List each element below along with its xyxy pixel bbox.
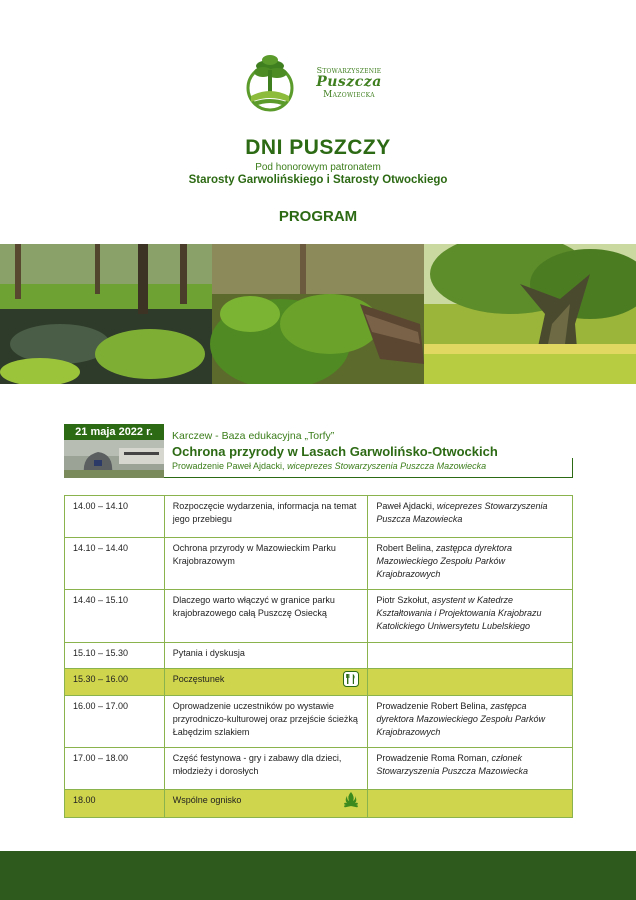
row-presenter: [368, 669, 573, 696]
logo-line-2: Puszcza: [316, 74, 382, 90]
row-time: 18.00: [65, 790, 165, 818]
table-row: [65, 538, 573, 590]
table-row: [65, 748, 573, 790]
presenter-role: członek Stowarzyszenia Puszcza Mazowiecka: [376, 753, 528, 776]
presenter-name: Piotr Szkołut,: [376, 595, 432, 605]
row-time: 14.00 – 14.10: [65, 496, 165, 538]
event-title: Ochrona przyrody w Lasach Garwolińsko-Otwockich: [172, 444, 498, 459]
row-time: 17.00 – 18.00: [65, 748, 165, 790]
presenter-name: Prowadzenie Robert Belina,: [376, 701, 491, 711]
logo-line-1: Stowarzyszenie: [316, 66, 382, 75]
table-row: [65, 696, 573, 748]
campfire-icon: [343, 791, 359, 813]
row-description: Ochrona przyrody w Mazowieckim Parku Krajobrazowym: [164, 538, 368, 590]
logo: [245, 52, 395, 114]
event-place: Karczew - Baza edukacyjna „Torfy”: [172, 430, 335, 442]
presenter-name: Prowadzenie Roma Roman,: [376, 753, 492, 763]
row-description: [164, 790, 368, 818]
patronage-text: Pod honorowym patronatem: [255, 162, 381, 173]
row-presenter: [368, 643, 573, 669]
event-date: 21 maja 2022 r.: [64, 424, 164, 440]
row-description: [164, 669, 368, 696]
page-title: DNI PUSZCZY: [245, 136, 391, 159]
schedule-table: [64, 495, 573, 818]
row-description: Pytania i dyskusja: [164, 643, 368, 669]
event-date-block: [64, 424, 164, 478]
row-description: Dlaczego warto włączyć w granice parku krajobrazowego całą Puszczę Osiecką: [164, 590, 368, 643]
patrons-text: Starosty Garwolińskiego i Starosty Otwockiego: [188, 174, 448, 186]
event-lead-prefix: Prowadzenie Paweł Ajdacki,: [172, 461, 288, 471]
row-description-text: Wspólne ognisko: [172, 795, 242, 805]
row-time: 14.40 – 15.10: [65, 590, 165, 643]
venue-photo: [64, 440, 164, 478]
logo-line-3: Mazowiecka: [323, 90, 375, 100]
cutlery-icon: [343, 671, 359, 691]
program-heading: PROGRAM: [278, 208, 358, 225]
row-time: 15.30 – 16.00: [65, 669, 165, 696]
table-row: [65, 590, 573, 643]
tree-logo-icon: [245, 52, 295, 112]
presenter-role: zastępca dyrektora Mazowieckiego Zespołu Parków Krajobrazowych: [376, 543, 512, 579]
presenter-role: zastępca dyrektora Mazowieckiego Zespołu Parków Krajobrazowych: [376, 701, 545, 737]
event-rule-vertical: [572, 458, 573, 478]
row-time: 15.10 – 15.30: [65, 643, 165, 669]
row-time: 14.10 – 14.40: [65, 538, 165, 590]
row-presenter: [368, 538, 573, 590]
forest-photo-strip: [0, 244, 636, 384]
presenter-name: Paweł Ajdacki,: [376, 501, 437, 511]
row-presenter: [368, 496, 573, 538]
event-lead: [172, 460, 572, 472]
event-lead-role: wiceprezes Stowarzyszenia Puszcza Mazowiecka: [287, 461, 487, 471]
row-description: Rozpoczęcie wydarzenia, informacja na temat jego przebiegu: [164, 496, 368, 538]
row-description: Oprowadzenie uczestników po wystawie przyrodniczo-kulturowej oraz przejście ścieżką Łabędzim szlakiem: [164, 696, 368, 748]
presenter-role: wiceprezes Stowarzyszenia Puszcza Mazowiecka: [376, 501, 548, 524]
presenter-name: Robert Belina,: [376, 543, 436, 553]
row-time: 16.00 – 17.00: [65, 696, 165, 748]
presenter-role: asystent w Katedrze Kształtowania i Projektowania Krajobrazu Katolickiego Uniwersytetu Lubelskiego: [376, 595, 542, 631]
row-presenter: [368, 748, 573, 790]
table-row: [65, 643, 573, 669]
table-row: [65, 496, 573, 538]
table-row: [65, 669, 573, 696]
event-info: [172, 430, 572, 472]
footer-bar: [0, 851, 636, 900]
row-description-text: Poczęstunek: [172, 674, 225, 684]
row-description: Część festynowa - gry i zabawy dla dzieci, młodzieży i dorosłych: [164, 748, 368, 790]
row-presenter: [368, 590, 573, 643]
row-presenter: [368, 696, 573, 748]
table-row: [65, 790, 573, 818]
row-presenter: [368, 790, 573, 818]
event-rule-horizontal: [164, 477, 573, 478]
logo-wordmark: [303, 66, 395, 100]
